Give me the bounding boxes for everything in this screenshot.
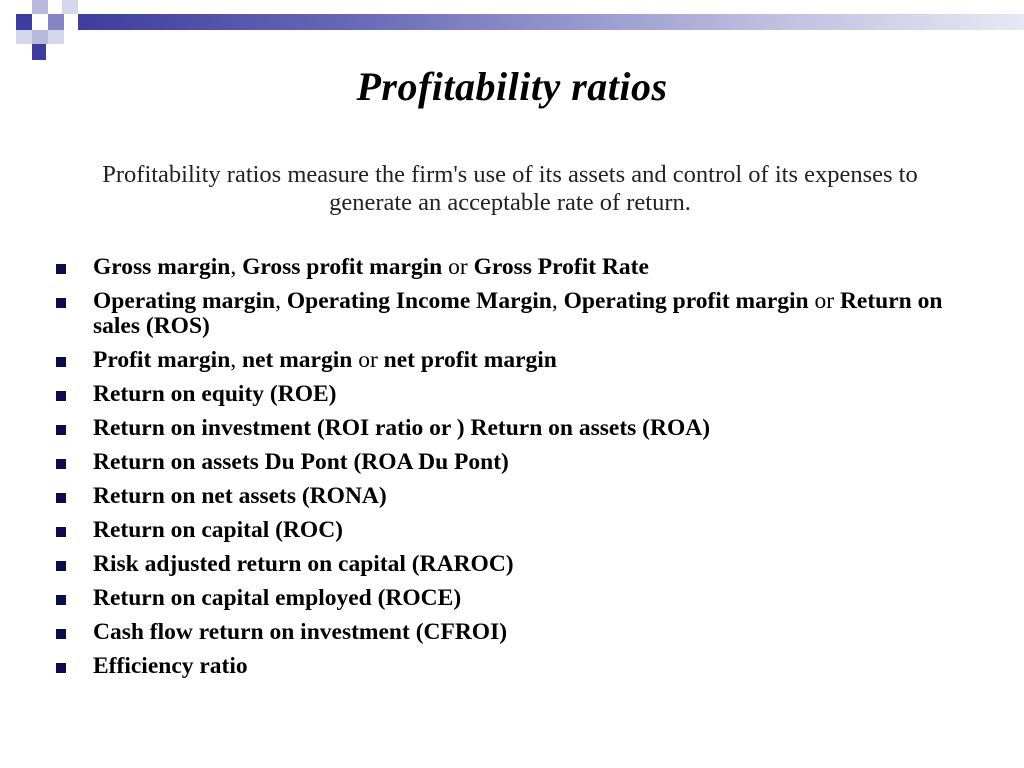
- slide-title: Profitability ratios: [356, 64, 668, 109]
- decor-square: [48, 14, 64, 30]
- square-bullet-icon: [56, 459, 66, 469]
- list-item: [54, 382, 974, 407]
- list-item-term: Gross profit margin: [242, 254, 443, 280]
- list-item: [54, 416, 974, 441]
- list-item-connector: or: [352, 347, 384, 373]
- list-item-term: Risk adjusted return on capital (RAROC): [93, 551, 514, 577]
- list-item-term: net profit margin: [383, 347, 557, 373]
- list-item-term: Operating margin: [93, 288, 276, 314]
- list-item-term: Operating profit margin: [563, 288, 809, 314]
- list-item-term: Efficiency ratio: [93, 653, 248, 679]
- square-bullet-icon: [56, 561, 66, 571]
- list-item-connector: ,: [551, 288, 564, 314]
- decor-square: [62, 0, 78, 14]
- decor-square: [16, 30, 32, 44]
- decor-square: [32, 0, 48, 14]
- list-item-term: Return on investment (ROI ratio or ) Return on assets (ROA): [93, 415, 711, 441]
- list-item-term: Return on net assets (RONA): [93, 483, 387, 509]
- square-bullet-icon: [56, 264, 66, 274]
- square-bullet-icon: [56, 357, 66, 367]
- list-item-term: Return on assets Du Pont (ROA Du Pont): [93, 449, 509, 475]
- list-item: [54, 289, 974, 339]
- decor-square: [16, 14, 32, 30]
- list-item-connector: ,: [230, 254, 243, 280]
- list-item: [54, 552, 974, 577]
- list-item: [54, 518, 974, 543]
- square-bullet-icon: [56, 391, 66, 401]
- slide-intro: Profitability ratios measure the firm's use of its assets and control of its expenses to generate an acceptable rate of return.: [102, 161, 918, 216]
- square-bullet-icon: [56, 663, 66, 673]
- list-item-connector: ,: [230, 347, 243, 373]
- list-item-connector: ,: [275, 288, 287, 314]
- list-item: [54, 620, 974, 645]
- square-bullet-icon: [56, 527, 66, 537]
- list-item: [54, 484, 974, 509]
- list-item-term: net margin: [242, 347, 353, 373]
- list-item: [54, 255, 974, 280]
- decor-square: [48, 30, 64, 44]
- list-item-connector: or: [442, 254, 474, 280]
- square-bullet-icon: [56, 493, 66, 503]
- square-bullet-icon: [56, 629, 66, 639]
- list-item-term: Operating Income Margin: [286, 288, 552, 314]
- list-item-term: Return on capital employed (ROCE): [93, 585, 462, 611]
- square-bullet-icon: [56, 595, 66, 605]
- list-item-term: Cash flow return on investment (CFROI): [93, 619, 508, 645]
- decor-square: [32, 44, 46, 60]
- ratio-list: [54, 255, 974, 688]
- list-item-term: Gross margin: [93, 254, 231, 280]
- decor-bar: [78, 14, 1024, 30]
- list-item-term: Return on sales (ROS): [93, 288, 943, 339]
- decor-square: [32, 30, 48, 44]
- list-item-term: Return on capital (ROC): [93, 517, 343, 543]
- square-bullet-icon: [56, 425, 66, 435]
- list-item-term: Gross Profit Rate: [473, 254, 649, 280]
- list-item-connector: or: [808, 288, 840, 314]
- list-item: [54, 348, 974, 373]
- list-item: [54, 586, 974, 611]
- list-item: [54, 450, 974, 475]
- square-bullet-icon: [56, 298, 66, 308]
- list-item-term: Profit margin: [93, 347, 231, 373]
- list-item: [54, 654, 974, 679]
- list-item-term: Return on equity (ROE): [93, 381, 337, 407]
